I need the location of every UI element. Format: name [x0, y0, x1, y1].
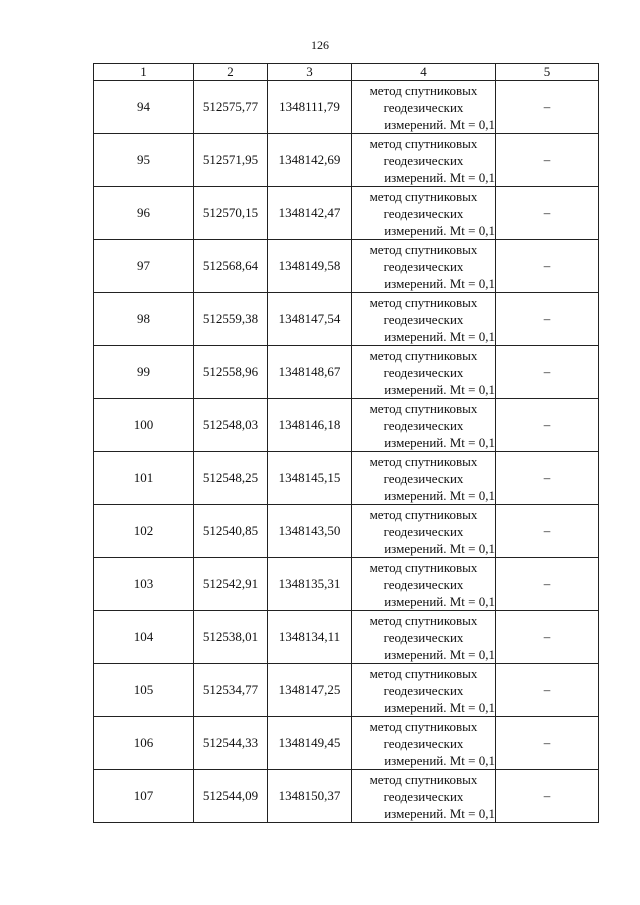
note-cell: –	[496, 505, 599, 558]
y-coordinate-cell: 1348149,58	[268, 240, 352, 293]
table-row	[94, 505, 599, 558]
note-cell: –	[496, 717, 599, 770]
point-number-cell: 101	[94, 452, 194, 505]
column-header: 2	[194, 64, 268, 81]
method-text-line: метод спутниковых	[369, 612, 478, 628]
x-coordinate-cell: 512575,77	[194, 81, 268, 134]
table-header-row	[94, 64, 599, 81]
note-cell: –	[496, 293, 599, 346]
x-coordinate-cell: 512544,09	[194, 770, 268, 823]
y-coordinate-cell: 1348147,25	[268, 664, 352, 717]
method-text-line: измерений. Mt = 0,1	[384, 540, 495, 556]
table-row	[94, 346, 599, 399]
y-coordinate-cell: 1348147,54	[268, 293, 352, 346]
method-text-line: метод спутниковых	[369, 135, 478, 151]
note-cell: –	[496, 346, 599, 399]
method-text-line: геодезических	[383, 788, 464, 804]
point-number-cell: 95	[94, 134, 194, 187]
point-number-cell: 97	[94, 240, 194, 293]
method-cell	[352, 240, 496, 293]
point-number-cell: 102	[94, 505, 194, 558]
table-row	[94, 770, 599, 823]
table-row	[94, 399, 599, 452]
method-text-line: метод спутниковых	[369, 400, 478, 416]
method-cell	[352, 81, 496, 134]
method-text-line: измерений. Mt = 0,1	[384, 381, 495, 397]
table-row	[94, 558, 599, 611]
point-number-cell: 107	[94, 770, 194, 823]
method-text-line: геодезических	[383, 523, 464, 539]
table-row	[94, 134, 599, 187]
y-coordinate-cell: 1348111,79	[268, 81, 352, 134]
x-coordinate-cell: 512570,15	[194, 187, 268, 240]
method-cell	[352, 134, 496, 187]
point-number-cell: 94	[94, 81, 194, 134]
method-cell	[352, 558, 496, 611]
page-number: 126	[311, 38, 329, 52]
method-cell	[352, 664, 496, 717]
column-header: 3	[268, 64, 352, 81]
y-coordinate-cell: 1348135,31	[268, 558, 352, 611]
table-row	[94, 293, 599, 346]
x-coordinate-cell: 512534,77	[194, 664, 268, 717]
x-coordinate-cell: 512559,38	[194, 293, 268, 346]
method-cell	[352, 346, 496, 399]
method-text-line: измерений. Mt = 0,1	[384, 222, 495, 238]
x-coordinate-cell: 512544,33	[194, 717, 268, 770]
y-coordinate-cell: 1348148,67	[268, 346, 352, 399]
x-coordinate-cell: 512538,01	[194, 611, 268, 664]
note-cell: –	[496, 770, 599, 823]
note-cell: –	[496, 452, 599, 505]
method-text-line: измерений. Mt = 0,1	[384, 116, 495, 132]
point-number-cell: 103	[94, 558, 194, 611]
coordinates-table	[93, 63, 599, 823]
method-text-line: измерений. Mt = 0,1	[384, 593, 495, 609]
method-text-line: геодезических	[383, 629, 464, 645]
note-cell: –	[496, 240, 599, 293]
point-number-cell: 100	[94, 399, 194, 452]
method-text-line: измерений. Mt = 0,1	[384, 169, 495, 185]
x-coordinate-cell: 512568,64	[194, 240, 268, 293]
y-coordinate-cell: 1348146,18	[268, 399, 352, 452]
method-cell	[352, 770, 496, 823]
method-text-line: геодезических	[383, 311, 464, 327]
note-cell: –	[496, 399, 599, 452]
table-row	[94, 240, 599, 293]
method-text-line: метод спутниковых	[369, 347, 478, 363]
method-cell	[352, 293, 496, 346]
method-text-line: геодезических	[383, 99, 464, 115]
y-coordinate-cell: 1348143,50	[268, 505, 352, 558]
y-coordinate-cell: 1348134,11	[268, 611, 352, 664]
method-text-line: метод спутниковых	[369, 665, 478, 681]
method-text-line: метод спутниковых	[369, 559, 478, 575]
point-number-cell: 105	[94, 664, 194, 717]
point-number-cell: 104	[94, 611, 194, 664]
method-text-line: метод спутниковых	[369, 718, 478, 734]
point-number-cell: 106	[94, 717, 194, 770]
method-text-line: геодезических	[383, 470, 464, 486]
method-text-line: геодезических	[383, 364, 464, 380]
method-text-line: измерений. Mt = 0,1	[384, 699, 495, 715]
table-row	[94, 452, 599, 505]
method-text-line: метод спутниковых	[369, 82, 478, 98]
method-text-line: метод спутниковых	[369, 241, 478, 257]
method-text-line: метод спутниковых	[369, 506, 478, 522]
x-coordinate-cell: 512548,25	[194, 452, 268, 505]
method-text-line: измерений. Mt = 0,1	[384, 328, 495, 344]
method-text-line: измерений. Mt = 0,1	[384, 487, 495, 503]
method-text-line: метод спутниковых	[369, 453, 478, 469]
column-header: 5	[496, 64, 599, 81]
column-header: 1	[94, 64, 194, 81]
method-text-line: измерений. Mt = 0,1	[384, 275, 495, 291]
method-text-line: геодезических	[383, 682, 464, 698]
x-coordinate-cell: 512558,96	[194, 346, 268, 399]
method-text-line: геодезических	[383, 152, 464, 168]
method-text-line: измерений. Mt = 0,1	[384, 752, 495, 768]
method-text-line: метод спутниковых	[369, 294, 478, 310]
table-row	[94, 81, 599, 134]
method-text-line: геодезических	[383, 576, 464, 592]
y-coordinate-cell: 1348142,47	[268, 187, 352, 240]
x-coordinate-cell: 512542,91	[194, 558, 268, 611]
note-cell: –	[496, 558, 599, 611]
method-text-line: метод спутниковых	[369, 771, 478, 787]
table-row	[94, 187, 599, 240]
column-header: 4	[352, 64, 496, 81]
note-cell: –	[496, 611, 599, 664]
y-coordinate-cell: 1348142,69	[268, 134, 352, 187]
method-cell	[352, 505, 496, 558]
y-coordinate-cell: 1348145,15	[268, 452, 352, 505]
table-row	[94, 717, 599, 770]
method-text-line: геодезических	[383, 735, 464, 751]
method-cell	[352, 717, 496, 770]
method-text-line: геодезических	[383, 258, 464, 274]
method-text-line: метод спутниковых	[369, 188, 478, 204]
x-coordinate-cell: 512548,03	[194, 399, 268, 452]
method-text-line: измерений. Mt = 0,1	[384, 646, 495, 662]
method-text-line: геодезических	[383, 205, 464, 221]
note-cell: –	[496, 664, 599, 717]
point-number-cell: 96	[94, 187, 194, 240]
method-cell	[352, 399, 496, 452]
method-text-line: геодезических	[383, 417, 464, 433]
method-text-line: измерений. Mt = 0,1	[384, 805, 495, 821]
point-number-cell: 99	[94, 346, 194, 399]
method-text-line: измерений. Mt = 0,1	[384, 434, 495, 450]
y-coordinate-cell: 1348149,45	[268, 717, 352, 770]
note-cell: –	[496, 81, 599, 134]
method-cell	[352, 187, 496, 240]
table-row	[94, 664, 599, 717]
table-row	[94, 611, 599, 664]
y-coordinate-cell: 1348150,37	[268, 770, 352, 823]
x-coordinate-cell: 512540,85	[194, 505, 268, 558]
method-cell	[352, 452, 496, 505]
note-cell: –	[496, 134, 599, 187]
point-number-cell: 98	[94, 293, 194, 346]
x-coordinate-cell: 512571,95	[194, 134, 268, 187]
note-cell: –	[496, 187, 599, 240]
method-cell	[352, 611, 496, 664]
